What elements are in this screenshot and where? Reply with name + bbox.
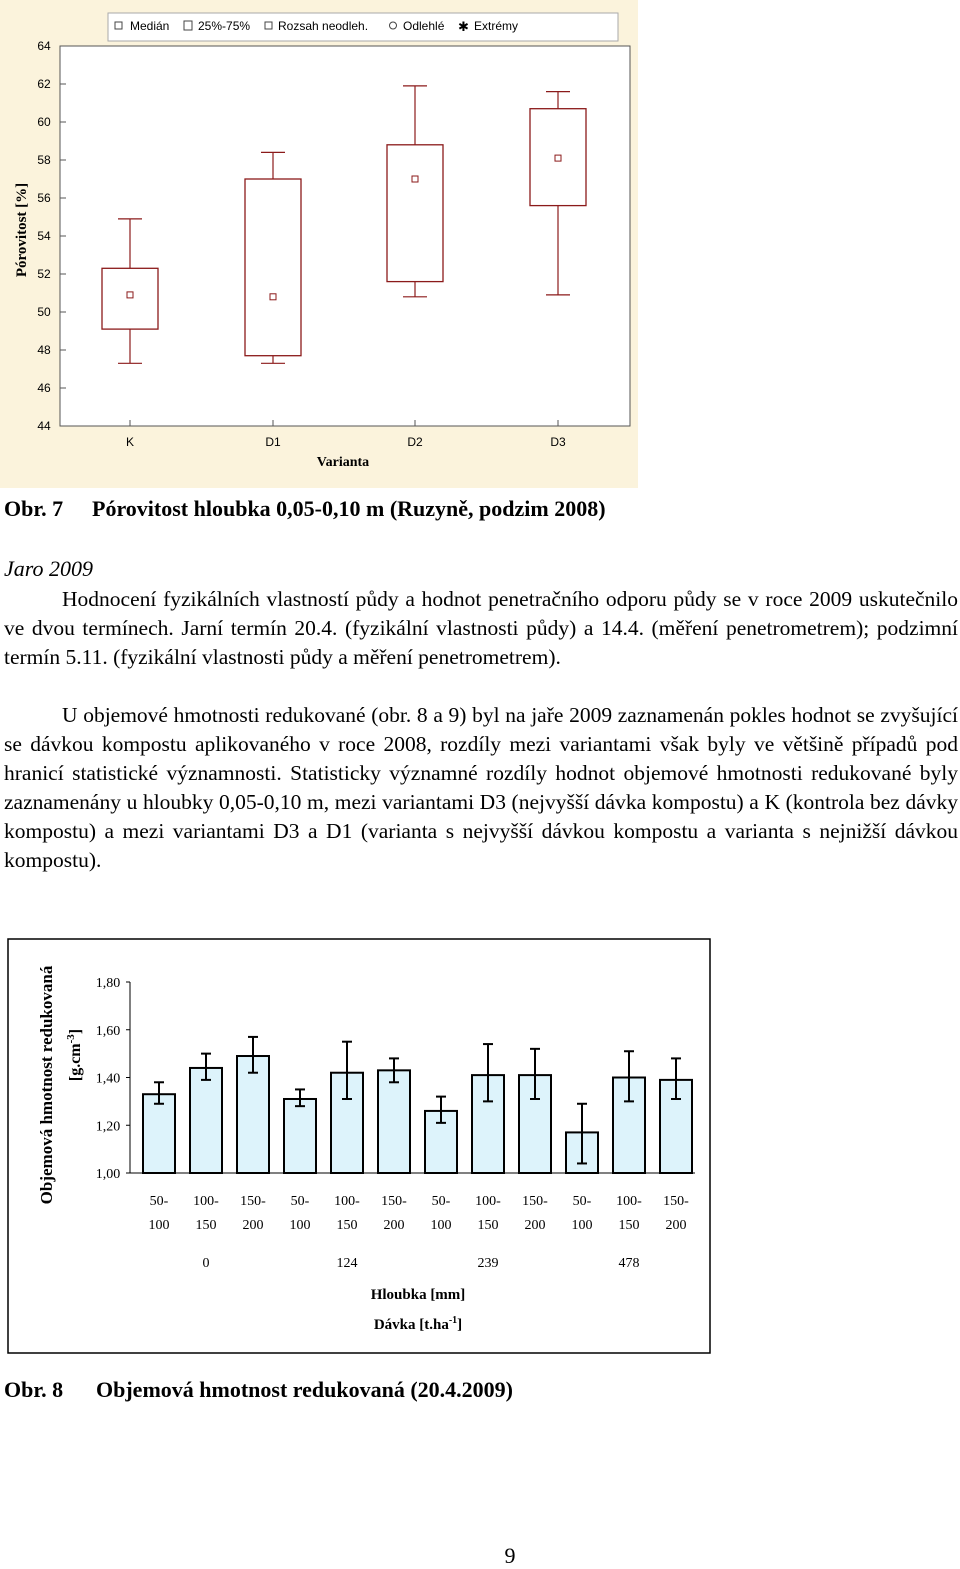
- legend-outlier: Odlehlé: [403, 19, 445, 33]
- y-tick-label: 52: [37, 267, 51, 281]
- bar: [284, 1099, 316, 1173]
- x-category-label-top: 50-: [290, 1194, 310, 1209]
- bar: [190, 1068, 222, 1173]
- x-category-label-bottom: 150: [618, 1218, 640, 1233]
- y-tick-label: 46: [37, 381, 51, 395]
- figure-7-boxplot: [0, 0, 640, 490]
- median-marker: [412, 176, 418, 182]
- figure-7-caption-label: Obr. 7: [4, 496, 64, 521]
- y-tick-label: 56: [37, 191, 51, 205]
- x-category-label-top: 100-: [193, 1194, 219, 1209]
- bar: [143, 1094, 175, 1173]
- y-tick-label: 64: [37, 39, 51, 53]
- y-tick-label: 44: [37, 419, 51, 433]
- x-category-label-top: 50-: [572, 1194, 592, 1209]
- x-axis-label-depth: Hloubka [mm]: [370, 1287, 466, 1303]
- x-group-label: 124: [336, 1256, 358, 1271]
- x-category-label-bottom: 200: [665, 1218, 687, 1233]
- box-iqr: [387, 145, 443, 282]
- y-tick-label: 60: [37, 115, 51, 129]
- x-group-label: 478: [618, 1256, 640, 1271]
- legend-extreme-symbol: ✱: [458, 19, 469, 34]
- x-tick-label: D1: [265, 435, 281, 449]
- y-tick-label: 1,40: [95, 1071, 121, 1087]
- y-tick-label: 58: [37, 153, 51, 167]
- x-axis-label: Varianta: [316, 455, 370, 470]
- y-tick-label: 1,00: [95, 1167, 121, 1182]
- plot-area: [60, 46, 630, 426]
- x-category-label-top: 150-: [522, 1194, 548, 1209]
- x-category-label-top: 100-: [334, 1194, 360, 1209]
- paragraph-2: U objemové hmotnosti redukované (obr. 8 a 9) byl na jaře 2009 zaznamenán pokles hodnot se zvyšující se dávkou kompostu aplikovaného v roce 2008, rozdíly mezi variantami však byly ve většině případů pod hranicí statistické významnosti. Statisticky významné rozdíly hodnot objemové hmotnosti redukované byly zaznamenány u hloubky 0,05-0,10 m, mezi variantami D3 (nejvyšší dávka kompostu) a K (kontrola bez dávky kompostu) a mezi variantami D3 a D1 (varianta s nejvyšší dávkou kompostu a varianta s nejnižší dávkou kompostu).: [4, 703, 958, 872]
- figure-7-caption-text: Pórovitost hloubka 0,05-0,10 m (Ruzyně, podzim 2008): [92, 496, 606, 521]
- x-category-label-bottom: 100: [148, 1218, 170, 1233]
- y-tick-label: 1,60: [95, 1023, 121, 1039]
- y-axis-label: Pórovitost [%]: [14, 182, 30, 278]
- x-axis-label-dose: Dávka $[t.ha^{-1}]$: [373, 1315, 463, 1333]
- x-tick-label: D2: [407, 435, 423, 449]
- x-category-label-bottom: 200: [524, 1218, 546, 1233]
- x-category-label-bottom: 150: [336, 1218, 358, 1233]
- median-marker: [127, 292, 133, 298]
- y-tick-label: 50: [37, 305, 51, 319]
- y-axis-label-line2: $[g.cm^{-3}]$: [65, 1028, 84, 1082]
- x-category-label-top: 50-: [431, 1194, 451, 1209]
- x-category-label-top: 150-: [663, 1194, 689, 1209]
- median-marker: [555, 155, 561, 161]
- figure-7-caption: [4, 496, 606, 522]
- y-tick-label: 62: [37, 77, 51, 91]
- figure-8-caption: [4, 1377, 513, 1403]
- x-group-label: 0: [202, 1256, 210, 1271]
- bar: [378, 1070, 410, 1173]
- y-tick-label: 54: [37, 229, 51, 243]
- figure-8-caption-text: Objemová hmotnost redukovaná (20.4.2009): [96, 1377, 514, 1402]
- x-category-label-bottom: 200: [383, 1218, 405, 1233]
- x-category-label-top: 150-: [381, 1194, 407, 1209]
- legend-median: Medián: [130, 19, 170, 33]
- x-category-label-top: 100-: [616, 1194, 642, 1209]
- x-category-label-bottom: 200: [242, 1218, 264, 1233]
- box-iqr: [245, 179, 301, 356]
- box-iqr: [102, 268, 158, 329]
- legend-range: Rozsah neodleh.: [278, 19, 369, 33]
- y-tick-label: 1,20: [95, 1119, 121, 1135]
- x-category-label-top: 100-: [475, 1194, 501, 1209]
- paragraph-1: Hodnocení fyzikálních vlastností půdy a hodnot penetračního odporu půdy se v roce 2009 uskutečnilo ve dvou termínech. Jarní termín 20.4. (fyzikální vlastnosti půdy) a 14.4. (měření penetrometrem); podzimní termín 5.11. (fyzikální vlastnosti půdy a měření penetrometrem).: [4, 587, 958, 669]
- legend-extreme: Extrémy: [474, 19, 519, 33]
- figure-8-bar-chart: [0, 935, 720, 1360]
- x-category-label-bottom: 150: [477, 1218, 499, 1233]
- legend-box: 25%-75%: [198, 19, 251, 33]
- x-group-label: 239: [477, 1256, 499, 1271]
- y-axis-label-line1: Objemová hmotnost redukovaná: [37, 965, 56, 1205]
- median-marker: [270, 294, 276, 300]
- x-tick-label: D3: [550, 435, 566, 449]
- y-tick-label: 48: [37, 343, 51, 357]
- x-tick-label: K: [125, 435, 135, 449]
- y-tick-label: 1,80: [95, 976, 121, 991]
- x-category-label-bottom: 100: [289, 1218, 311, 1233]
- x-category-label-bottom: 100: [571, 1218, 593, 1233]
- x-category-label-bottom: 100: [430, 1218, 452, 1233]
- section-title: Jaro 2009: [4, 556, 94, 581]
- page-number: 9: [504, 1543, 516, 1568]
- figure-8-caption-label: Obr. 8: [4, 1377, 64, 1402]
- legend: [108, 13, 618, 41]
- x-category-label-bottom: 150: [195, 1218, 217, 1233]
- x-category-label-top: 150-: [240, 1194, 266, 1209]
- x-category-label-top: 50-: [149, 1194, 169, 1209]
